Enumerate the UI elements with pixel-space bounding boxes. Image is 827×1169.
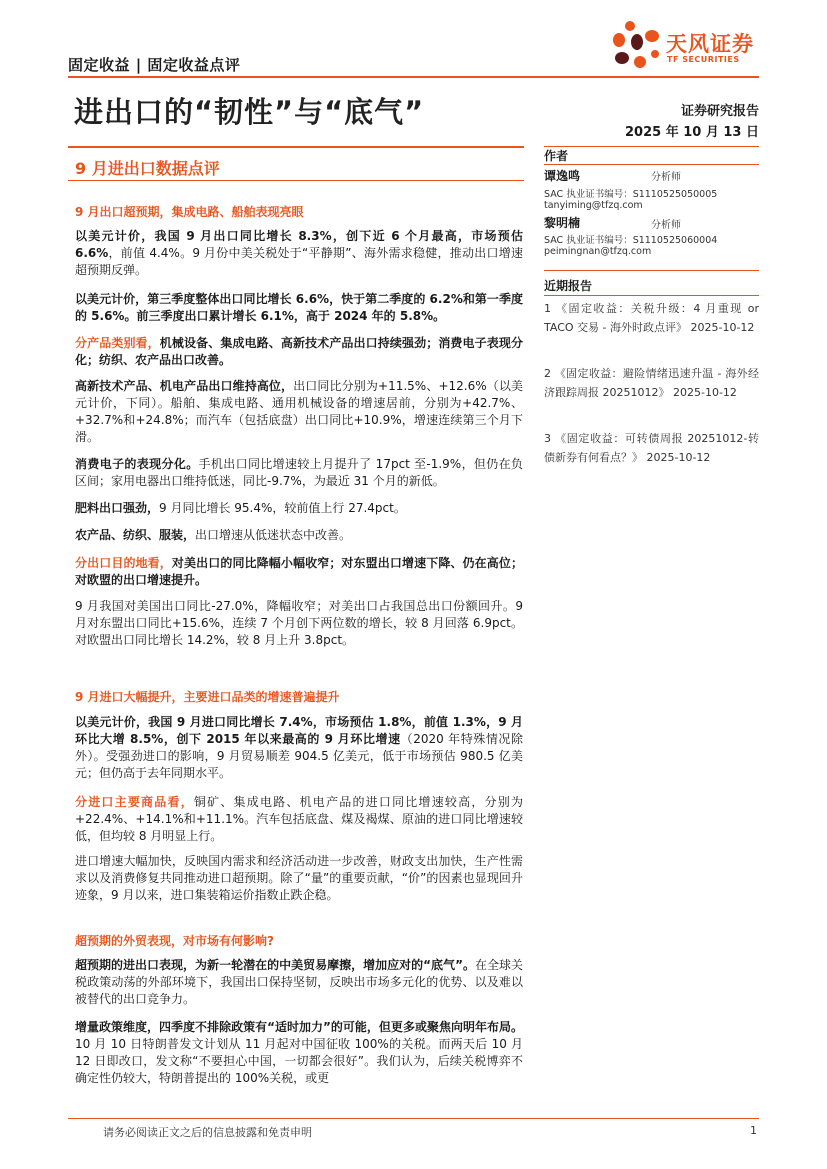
paragraph-export-headline [75,228,523,279]
recent-reports-heading: 近期报告 [544,279,593,293]
section-title-imports: 9 月进口大幅提升，主要进口品类的增速普遍提升 [75,690,340,704]
paragraph-highlight: 分进口主要商品看， [75,795,194,809]
paragraph-destination [75,555,523,589]
paragraph-text: 铜矿、集成电路、机电产品的进口同比增速较高，分别为+22.4%、+14.1%和+11.1%。汽车包括底盘、煤及褐煤、原油的进口同比增速较低，但均较 8 月明显上行。 [75,795,523,843]
brand-english-name: TF SECURITIES [667,55,740,64]
paragraph-policy [75,1019,523,1087]
brand-logo-icon [610,18,666,72]
report-title: 进出口的“韧性”与“底气” [74,95,425,129]
paragraph-bold: 以美元计价，我国 9 月出口同比增长 8.3%，创下近 6 个月最高，市场预估 6.6% [75,229,523,260]
paragraph-bold: 高新技术产品、机电产品出口维持高位， [75,379,294,393]
recent-rule-top [544,270,759,271]
section-title-market: 超预期的外贸表现，对市场有何影响? [75,934,274,948]
recent-report-item[interactable]: 1 《固定收益：关税升级：4 月重现 or TACO 交易 - 海外时政点评》 2025-10-12 [544,302,759,334]
header-rule [68,76,759,78]
authors-rule [544,164,759,165]
paragraph-bold: 肥料出口强劲， [75,501,160,515]
paragraph-text: 进口增速大幅加快，反映国内需求和经济活动进一步改善，财政支出加快，生产性需求以及消费修复共同推动进口超预期。除了“量”的重要贡献，“价”的因素也显现回升迹象，9 月以来，进口集装箱运价指数止跌企稳。 [75,854,523,902]
paragraph-bold: 以美元计价，我国 9 月进口同比增长 7.4%，市场预估 1.8%，前值 1.3%，9 月环比大增 8.5%，创下 2015 年以来最高的 9 月环比增速 [75,715,523,746]
paragraph-bold: 超预期的进出口表现，为新一轮潜在的中美贸易摩擦，增加应对的“底气”。 [75,958,475,972]
page-number: 1 [750,1124,757,1137]
paragraph-text: 出口增速从低迷状态中改善。 [195,528,352,542]
paragraph-highlight: 分出口目的地看， [75,556,172,570]
author-role: 分析师 [651,172,681,183]
paragraph-text: （2020 年特殊情况除外）。受强劲进口的影响，9 月贸易顺差 904.5 亿美元，低于市场预估 980.5 亿美元；但仍高于去年同期水平。 [75,732,523,780]
author-certificate: SAC 执业证书编号：S1110525050005 [544,189,718,200]
paragraph-q3-exports [75,291,523,325]
paragraph-product-category [75,335,523,369]
author-email[interactable]: peimingnan@tfzq.com [544,246,652,257]
brand-name: 天风证券 [666,32,754,56]
footer-disclaimer: 请务必阅读正文之后的信息披露和免责申明 [103,1126,312,1139]
paragraph-text: 9 月我国对美国出口同比-27.0%，降幅收窄；对美出口占我国总出口份额回升。9 月对东盟出口同比+15.6%，连续 7 个月创下两位数的增长，较 8 月回落 6.9pct。对欧盟出口同比增长 14.2%，较 8 月上升 3.8pct。 [75,599,523,647]
paragraph-bold: 农产品、纺织、服装， [75,528,196,542]
paragraph-fertilizer [75,500,523,517]
report-category: 固定收益 | 固定收益点评 [68,56,241,74]
author-certificate: SAC 执业证书编号：S1110525060004 [544,235,718,246]
authors-heading: 作者 [544,149,569,163]
author-name: 谭逸鸣 [544,169,581,183]
paragraph-destination-detail [75,598,523,649]
paragraph-text: 10 月 10 日特朗普发文计划从 11 月起对中国征收 100%的关税。而两天后 10 月 12 日即改口，发文称“不要担心中国，一切都会很好”。我们认为，后续关税博弈不确定性仍较大，特朗普提出的 100%关税，或更 [75,1037,523,1085]
paragraph-import-analysis [75,853,523,904]
author-role: 分析师 [651,220,681,231]
paragraph-text: 在全球关税政策动荡的外部环境下，我国出口保持坚韧，反映出市场多元化的优势、以及难以被替代的出口竞争力。 [75,958,523,1006]
author-email[interactable]: tanyiming@tfzq.com [544,200,643,211]
paragraph-bold: 消费电子的表现分化。 [75,457,199,471]
paragraph-text: 出口同比分别为+11.5%、+12.6%（以美元计价，下同）。船舶、集成电路、通用机械设备的增速居前，分别为+42.7%、+32.7%和+24.8%；而汽车（包括底盘）出口同比+10.9%，增速连续第三个月下滑。 [75,379,523,444]
paragraph-bold: 对美出口的同比降幅小幅收窄；对东盟出口增速下降、仍在高位；对欧盟的出口增速提升。 [75,556,523,587]
recent-rule [544,295,759,296]
paragraph-text: ，前值 4.4%。9 月份中美关税处于“平静期”、海外需求稳健，推动出口增速超预期反弹。 [75,246,523,277]
report-type: 证券研究报告 [680,104,759,119]
paragraph-import-headline [75,714,523,782]
paragraph-text: 手机出口同比增速较上月提升了 17pct 至-1.9%，但仍在负区间；家用电器出口维持低迷，同比-9.7%，为最近 31 个月的新低。 [75,457,523,488]
paragraph-bold: 以美元计价，第三季度整体出口同比增长 6.6%，快于第二季度的 6.2%和第一季度的 5.6%。前三季度出口累计增长 6.1%，高于 2024 年的 5.8%。 [75,292,523,323]
paragraph-hightech [75,378,523,446]
subtitle-rule-bottom [68,180,524,181]
recent-report-item[interactable]: 3 《固定收益：可转债周报 20251012-转债新券有何看点？》 2025-10-12 [544,432,759,464]
paragraph-highlight: 分产品类别看， [75,336,160,350]
paragraph-agriculture-textile [75,527,523,544]
paragraph-import-goods [75,794,523,845]
paragraph-text: 9 月同比增长 95.4%，较前值上行 27.4pct。 [159,501,406,515]
paragraph-bold: 机械设备、集成电路、高新技术产品出口持续强劲；消费电子表现分化；纺织、农产品出口改善。 [75,336,523,367]
paragraph-trade-confidence [75,957,523,1008]
report-date: 2025 年 10 月 13 日 [625,125,759,140]
paragraph-bold: 增量政策维度，四季度不排除政策有“适时加力”的可能，但更多或聚焦向明年布局。 [75,1020,523,1034]
sidebar-rule [544,146,759,147]
paragraph-consumer-electronics [75,456,523,490]
footer-rule [68,1118,759,1119]
section-title-exports: 9 月出口超预期，集成电路、船舶表现亮眼 [75,205,304,219]
recent-report-item[interactable]: 2 《固定收益：避险情绪迅速升温 - 海外经济跟踪周报 20251012》 2025-10-12 [544,367,759,399]
author-name: 黎明楠 [544,216,581,230]
report-subtitle: 9 月进出口数据点评 [75,159,220,178]
subtitle-rule-top [68,146,524,148]
